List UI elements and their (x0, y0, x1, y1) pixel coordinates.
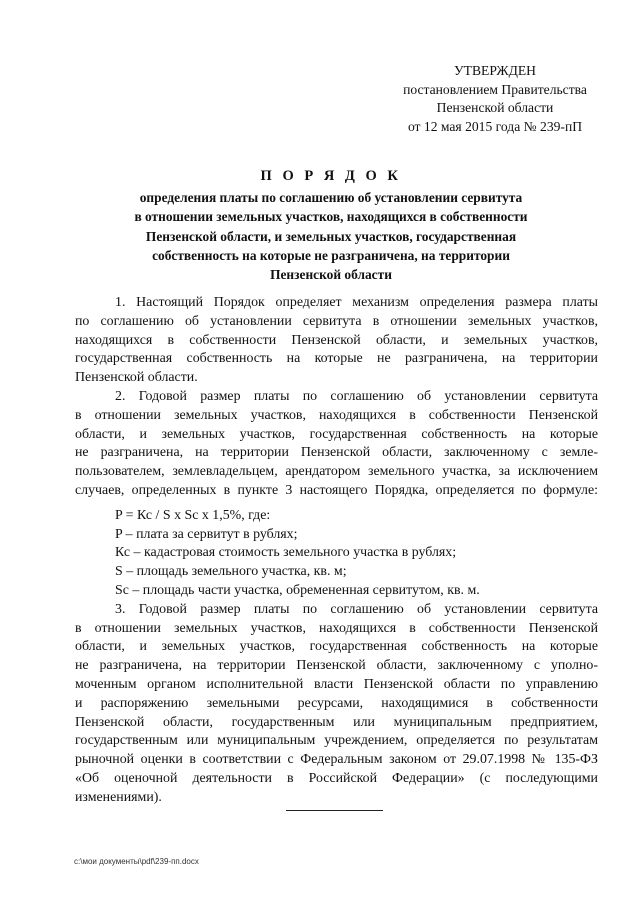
paragraph-2 (75, 388, 598, 501)
document-title: П О Р Я Д О К (260, 168, 402, 184)
paragraph-3 (75, 601, 598, 808)
definition-item: Кс – кадастровая стоимость земельного участка в рублях; (115, 545, 457, 561)
approval-date: от 12 мая 2015 года № 239-пП (407, 118, 583, 134)
paragraph-line: не разграничена, на территории Пензенской области, заключенному с земле- (75, 445, 598, 461)
end-separator-line (286, 810, 383, 811)
definitions-list (75, 526, 598, 601)
subtitle-line: в отношении земельных участков, находящихся в собственности (134, 209, 528, 225)
paragraph-line: моченным органом исполнительной власти Пензенской области по управлению (75, 676, 598, 692)
paragraph-1 (75, 294, 598, 388)
footer-file-path: c:\мои документы\pdf\239-пп.docx (74, 857, 199, 866)
document-subtitle (96, 188, 566, 284)
paragraph-line: в отношении земельных участков, находящихся в собственности Пензенской (75, 620, 598, 636)
paragraph-line: рыночной оценки в соответствии с Федеральным законом от 29.07.1998 № 135-ФЗ (75, 752, 598, 768)
paragraph-line: области, и земельных участков, государственная собственность на которые (75, 426, 598, 442)
approval-region: Пензенской области (436, 100, 554, 115)
paragraph-line: 2. Годовой размер платы по соглашению об установлении сервитута (115, 388, 598, 404)
paragraph-line: не разграничена, на территории Пензенской области, заключенному с уполно- (75, 658, 598, 674)
approval-block (380, 62, 610, 136)
subtitle-line: определения платы по соглашению об установлении сервитута (139, 190, 523, 205)
approval-title: УТВЕРЖДЕН (454, 63, 536, 78)
document-body (75, 294, 598, 808)
paragraph-line: 3. Годовой размер платы по соглашению об установлении сервитута (115, 601, 598, 617)
subtitle-line: Пензенской области, и земельных участков, государственная (145, 228, 517, 244)
paragraph-line: Пензенской области. (75, 370, 198, 386)
definition-item: P – плата за сервитут в рублях; (115, 526, 298, 542)
paragraph-line: находящихся в собственности Пензенской области, и земельных участков, (75, 332, 598, 348)
paragraph-line: изменениями). (75, 789, 162, 805)
approval-by: постановлением Правительства (403, 81, 587, 97)
paragraph-line: в отношении земельных участков, находящихся в собственности Пензенской (75, 407, 598, 423)
paragraph-line: области, и земельных участков, государственная собственность на которые (75, 639, 598, 655)
paragraph-line: Пензенской области, государственным или муниципальным предприятием, (75, 714, 598, 730)
subtitle-line: собственность на которые не разграничена, на территории (152, 247, 510, 263)
definition-item: Sc – площадь части участка, обремененная сервитутом, кв. м. (115, 582, 480, 598)
paragraph-line: и распоряжению земельными ресурсами, находящимися в собственности (75, 695, 598, 711)
paragraph-line: случаев, определенных в пункте 3 настоящего Порядка, определяется по формуле: (75, 482, 598, 498)
document-heading (96, 165, 566, 284)
paragraph-line: 1. Настоящий Порядок определяет механизм определения размера платы (115, 295, 598, 310)
subtitle-line: Пензенской области (270, 267, 392, 283)
paragraph-line: государственная собственность на которые не разграничена, на территории (75, 351, 598, 367)
paragraph-line: по соглашению об установлении сервитута в отношении земельных участков, (75, 313, 598, 329)
paragraph-line: пользователем, землевладельцем, арендатором земельного участка, за исключением (75, 464, 598, 480)
formula: P = Кс / S х Sc х 1,5%, где: (115, 507, 271, 523)
paragraph-line: государственным или муниципальным учреждением, определяется по результатам (75, 733, 598, 749)
definition-item: S – площадь земельного участка, кв. м; (115, 564, 347, 580)
paragraph-line: «Об оценочной деятельности в Российской Федерации» (с последующими (75, 770, 598, 786)
